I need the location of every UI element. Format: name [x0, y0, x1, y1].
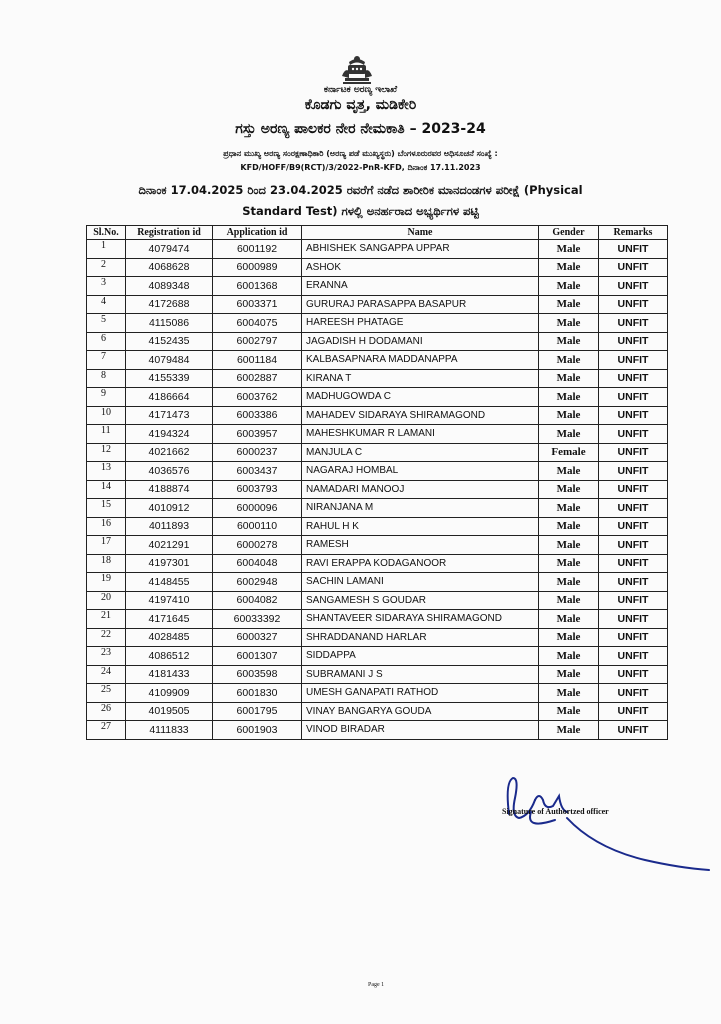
cell-gender: Male — [539, 332, 599, 351]
cell-gender: Male — [539, 314, 599, 333]
table-row — [87, 443, 668, 462]
cell-application-id: 6001795 — [213, 702, 302, 721]
cell-name: RAVI ERAPPA KODAGANOOR — [302, 554, 539, 573]
cell-name: MAHADEV SIDARAYA SHIRAMAGOND — [302, 406, 539, 425]
table-row — [87, 406, 668, 425]
cell-slno: 21 — [87, 610, 126, 629]
table-row — [87, 295, 668, 314]
cell-application-id: 6003762 — [213, 388, 302, 407]
cell-registration-id: 4028485 — [126, 628, 213, 647]
cell-name: SACHIN LAMANI — [302, 573, 539, 592]
table-row — [87, 610, 668, 629]
cell-slno: 16 — [87, 517, 126, 536]
unfit-candidates-table — [86, 225, 668, 740]
cell-name: JAGADISH H DODAMANI — [302, 332, 539, 351]
cell-remarks: UNFIT — [599, 240, 668, 259]
table-row — [87, 554, 668, 573]
cell-application-id: 6000327 — [213, 628, 302, 647]
cell-gender: Male — [539, 647, 599, 666]
cell-name: ERANNA — [302, 277, 539, 296]
government-emblem-icon — [337, 54, 377, 86]
cell-application-id: 6001830 — [213, 684, 302, 703]
cell-name: RAHUL H K — [302, 517, 539, 536]
cell-slno: 18 — [87, 554, 126, 573]
cell-gender: Male — [539, 240, 599, 259]
cell-gender: Male — [539, 351, 599, 370]
cell-application-id: 6002797 — [213, 332, 302, 351]
cell-registration-id: 4152435 — [126, 332, 213, 351]
table-row — [87, 240, 668, 259]
cell-application-id: 6001307 — [213, 647, 302, 666]
cell-gender: Male — [539, 721, 599, 740]
cell-remarks: UNFIT — [599, 499, 668, 518]
cell-gender: Male — [539, 665, 599, 684]
cell-slno: 23 — [87, 647, 126, 666]
cell-application-id: 60033392 — [213, 610, 302, 629]
officer-signature — [495, 770, 715, 880]
cell-name: SUBRAMANI J S — [302, 665, 539, 684]
cell-slno: 20 — [87, 591, 126, 610]
cell-name: UMESH GANAPATI RATHOD — [302, 684, 539, 703]
cell-registration-id: 4181433 — [126, 665, 213, 684]
cell-registration-id: 4079484 — [126, 351, 213, 370]
cell-slno: 24 — [87, 665, 126, 684]
cell-name: SANGAMESH S GOUDAR — [302, 591, 539, 610]
cell-name: MAHESHKUMAR R LAMANI — [302, 425, 539, 444]
cell-registration-id: 4019505 — [126, 702, 213, 721]
table-row — [87, 388, 668, 407]
cell-application-id: 6002887 — [213, 369, 302, 388]
cell-application-id: 6000278 — [213, 536, 302, 555]
cell-registration-id: 4021291 — [126, 536, 213, 555]
table-row — [87, 499, 668, 518]
table-row — [87, 536, 668, 555]
cell-registration-id: 4171473 — [126, 406, 213, 425]
cell-application-id: 6000110 — [213, 517, 302, 536]
cell-registration-id: 4109909 — [126, 684, 213, 703]
cell-application-id: 6003957 — [213, 425, 302, 444]
cell-gender: Male — [539, 480, 599, 499]
cell-registration-id: 4089348 — [126, 277, 213, 296]
cell-slno: 4 — [87, 295, 126, 314]
cell-registration-id: 4188874 — [126, 480, 213, 499]
cell-slno: 17 — [87, 536, 126, 555]
cell-remarks: UNFIT — [599, 406, 668, 425]
cell-slno: 15 — [87, 499, 126, 518]
cell-registration-id: 4010912 — [126, 499, 213, 518]
cell-slno: 5 — [87, 314, 126, 333]
cell-remarks: UNFIT — [599, 702, 668, 721]
table-row — [87, 591, 668, 610]
cell-name: NIRANJANA M — [302, 499, 539, 518]
cell-gender: Male — [539, 258, 599, 277]
cell-slno: 8 — [87, 369, 126, 388]
column-header-slno: Sl.No. — [87, 226, 126, 240]
column-header-registration-id: Registration id — [126, 226, 213, 240]
cell-registration-id: 4172688 — [126, 295, 213, 314]
description-line-2: Standard Test) ಗಳಲ್ಲಿ ಅನರ್ಹರಾದ ಅಭ್ಯರ್ಥಿಗಳ ಪಟ್ಟಿ — [242, 204, 479, 218]
cell-application-id: 6003371 — [213, 295, 302, 314]
column-header-gender: Gender — [539, 226, 599, 240]
cell-application-id: 6004075 — [213, 314, 302, 333]
cell-name: NAMADARI MANOOJ — [302, 480, 539, 499]
table-row — [87, 721, 668, 740]
cell-registration-id: 4194324 — [126, 425, 213, 444]
cell-name: MANJULA C — [302, 443, 539, 462]
cell-slno: 9 — [87, 388, 126, 407]
cell-remarks: UNFIT — [599, 369, 668, 388]
cell-application-id: 6004082 — [213, 591, 302, 610]
cell-name: ABHISHEK SANGAPPA UPPAR — [302, 240, 539, 259]
cell-registration-id: 4186664 — [126, 388, 213, 407]
cell-gender: Male — [539, 702, 599, 721]
reference-line-1: ಪ್ರಧಾನ ಮುಖ್ಯ ಅರಣ್ಯ ಸಂರಕ್ಷಣಾಧಿಕಾರಿ (ಅರಣ್ಯ ಪಡೆ ಮುಖ್ಯಸ್ಥರು) ಬೆಂಗಳೂರುರವರ ಅಧಿಸೂಚನೆ ಸಂಖ್ಯೆ : — [223, 149, 498, 158]
cell-slno: 11 — [87, 425, 126, 444]
cell-slno: 22 — [87, 628, 126, 647]
cell-registration-id: 4171645 — [126, 610, 213, 629]
column-header-name: Name — [302, 226, 539, 240]
cell-slno: 27 — [87, 721, 126, 740]
table-row — [87, 277, 668, 296]
cell-application-id: 6000989 — [213, 258, 302, 277]
table-header-row — [87, 226, 668, 240]
cell-slno: 6 — [87, 332, 126, 351]
table-row — [87, 647, 668, 666]
cell-application-id: 6001368 — [213, 277, 302, 296]
cell-application-id: 6000096 — [213, 499, 302, 518]
cell-remarks: UNFIT — [599, 425, 668, 444]
document-title: ಗಸ್ತು ಅರಣ್ಯ ಪಾಲಕರ ನೇರ ನೇಮಕಾತಿ – 2023-24 — [235, 121, 486, 137]
cell-gender: Male — [539, 610, 599, 629]
cell-gender: Male — [539, 295, 599, 314]
cell-remarks: UNFIT — [599, 647, 668, 666]
cell-slno: 19 — [87, 573, 126, 592]
cell-remarks: UNFIT — [599, 258, 668, 277]
cell-registration-id: 4148455 — [126, 573, 213, 592]
cell-remarks: UNFIT — [599, 573, 668, 592]
table-row — [87, 573, 668, 592]
cell-slno: 2 — [87, 258, 126, 277]
cell-gender: Male — [539, 554, 599, 573]
cell-name: KIRANA T — [302, 369, 539, 388]
cell-gender: Male — [539, 573, 599, 592]
reference-line-2: KFD/HOFF/B9(RCT)/3/2022-PnR-KFD, ದಿನಾಂಕ 17.11.2023 — [240, 163, 481, 172]
table-row — [87, 425, 668, 444]
cell-remarks: UNFIT — [599, 665, 668, 684]
table-row — [87, 628, 668, 647]
table-row — [87, 369, 668, 388]
cell-gender: Female — [539, 443, 599, 462]
cell-slno: 26 — [87, 702, 126, 721]
cell-remarks: UNFIT — [599, 314, 668, 333]
cell-remarks: UNFIT — [599, 591, 668, 610]
cell-remarks: UNFIT — [599, 462, 668, 481]
cell-registration-id: 4197301 — [126, 554, 213, 573]
cell-application-id: 6003793 — [213, 480, 302, 499]
cell-slno: 13 — [87, 462, 126, 481]
cell-slno: 7 — [87, 351, 126, 370]
cell-gender: Male — [539, 628, 599, 647]
cell-name: SHANTAVEER SIDARAYA SHIRAMAGOND — [302, 610, 539, 629]
cell-gender: Male — [539, 684, 599, 703]
cell-application-id: 6003437 — [213, 462, 302, 481]
cell-gender: Male — [539, 369, 599, 388]
cell-name: ASHOK — [302, 258, 539, 277]
description-line-1: ದಿನಾಂಕ 17.04.2025 ರಿಂದ 23.04.2025 ರವರೆಗೆ ನಡೆದ ಶಾರೀರಿಕ ಮಾನದಂಡಗಳ ಪರೀಕ್ಷೆ (Physical — [138, 183, 583, 197]
table-row — [87, 462, 668, 481]
cell-registration-id: 4197410 — [126, 591, 213, 610]
cell-remarks: UNFIT — [599, 295, 668, 314]
cell-application-id: 6004048 — [213, 554, 302, 573]
cell-application-id: 6001192 — [213, 240, 302, 259]
cell-remarks: UNFIT — [599, 684, 668, 703]
cell-gender: Male — [539, 406, 599, 425]
table-row — [87, 517, 668, 536]
cell-remarks: UNFIT — [599, 554, 668, 573]
cell-gender: Male — [539, 499, 599, 518]
cell-name: MADHUGOWDA C — [302, 388, 539, 407]
table-row — [87, 332, 668, 351]
cell-gender: Male — [539, 277, 599, 296]
cell-application-id: 6001903 — [213, 721, 302, 740]
cell-gender: Male — [539, 536, 599, 555]
cell-remarks: UNFIT — [599, 388, 668, 407]
cell-registration-id: 4155339 — [126, 369, 213, 388]
cell-remarks: UNFIT — [599, 610, 668, 629]
cell-gender: Male — [539, 517, 599, 536]
cell-name: VINAY BANGARYA GOUDA — [302, 702, 539, 721]
cell-gender: Male — [539, 462, 599, 481]
cell-name: HAREESH PHATAGE — [302, 314, 539, 333]
cell-name: NAGARAJ HOMBAL — [302, 462, 539, 481]
cell-application-id: 6002948 — [213, 573, 302, 592]
cell-registration-id: 4086512 — [126, 647, 213, 666]
cell-registration-id: 4036576 — [126, 462, 213, 481]
cell-registration-id: 4111833 — [126, 721, 213, 740]
cell-gender: Male — [539, 591, 599, 610]
cell-name: VINOD BIRADAR — [302, 721, 539, 740]
cell-application-id: 6001184 — [213, 351, 302, 370]
table-row — [87, 665, 668, 684]
cell-application-id: 6003598 — [213, 665, 302, 684]
cell-remarks: UNFIT — [599, 277, 668, 296]
cell-slno: 10 — [87, 406, 126, 425]
table-row — [87, 480, 668, 499]
page-number: Page 1 — [368, 982, 385, 988]
cell-slno: 1 — [87, 240, 126, 259]
cell-name: SIDDAPPA — [302, 647, 539, 666]
signature-label: Signature of Authortzed officer — [502, 807, 609, 816]
table-row — [87, 702, 668, 721]
column-header-remarks: Remarks — [599, 226, 668, 240]
cell-registration-id: 4011893 — [126, 517, 213, 536]
cell-name: RAMESH — [302, 536, 539, 555]
cell-remarks: UNFIT — [599, 480, 668, 499]
cell-name: KALBASAPNARA MADDANAPPA — [302, 351, 539, 370]
cell-gender: Male — [539, 425, 599, 444]
cell-name: GURURAJ PARASAPPA BASAPUR — [302, 295, 539, 314]
cell-remarks: UNFIT — [599, 721, 668, 740]
cell-remarks: UNFIT — [599, 517, 668, 536]
table-row — [87, 351, 668, 370]
cell-registration-id: 4068628 — [126, 258, 213, 277]
cell-registration-id: 4079474 — [126, 240, 213, 259]
cell-gender: Male — [539, 388, 599, 407]
table-row — [87, 684, 668, 703]
cell-slno: 3 — [87, 277, 126, 296]
cell-remarks: UNFIT — [599, 628, 668, 647]
cell-slno: 14 — [87, 480, 126, 499]
cell-registration-id: 4021662 — [126, 443, 213, 462]
department-name: ಕರ್ನಾಟಕ ಅರಣ್ಯ ಇಲಾಖೆ — [323, 85, 398, 95]
cell-remarks: UNFIT — [599, 332, 668, 351]
table-row — [87, 258, 668, 277]
table-row — [87, 314, 668, 333]
division-name: ಕೊಡಗು ವೃತ್ತ, ಮಡಿಕೇರಿ — [304, 97, 417, 113]
cell-remarks: UNFIT — [599, 351, 668, 370]
cell-slno: 25 — [87, 684, 126, 703]
cell-application-id: 6003386 — [213, 406, 302, 425]
cell-application-id: 6000237 — [213, 443, 302, 462]
cell-remarks: UNFIT — [599, 443, 668, 462]
cell-slno: 12 — [87, 443, 126, 462]
column-header-application-id: Application id — [213, 226, 302, 240]
cell-name: SHRADDANAND HARLAR — [302, 628, 539, 647]
cell-registration-id: 4115086 — [126, 314, 213, 333]
cell-remarks: UNFIT — [599, 536, 668, 555]
